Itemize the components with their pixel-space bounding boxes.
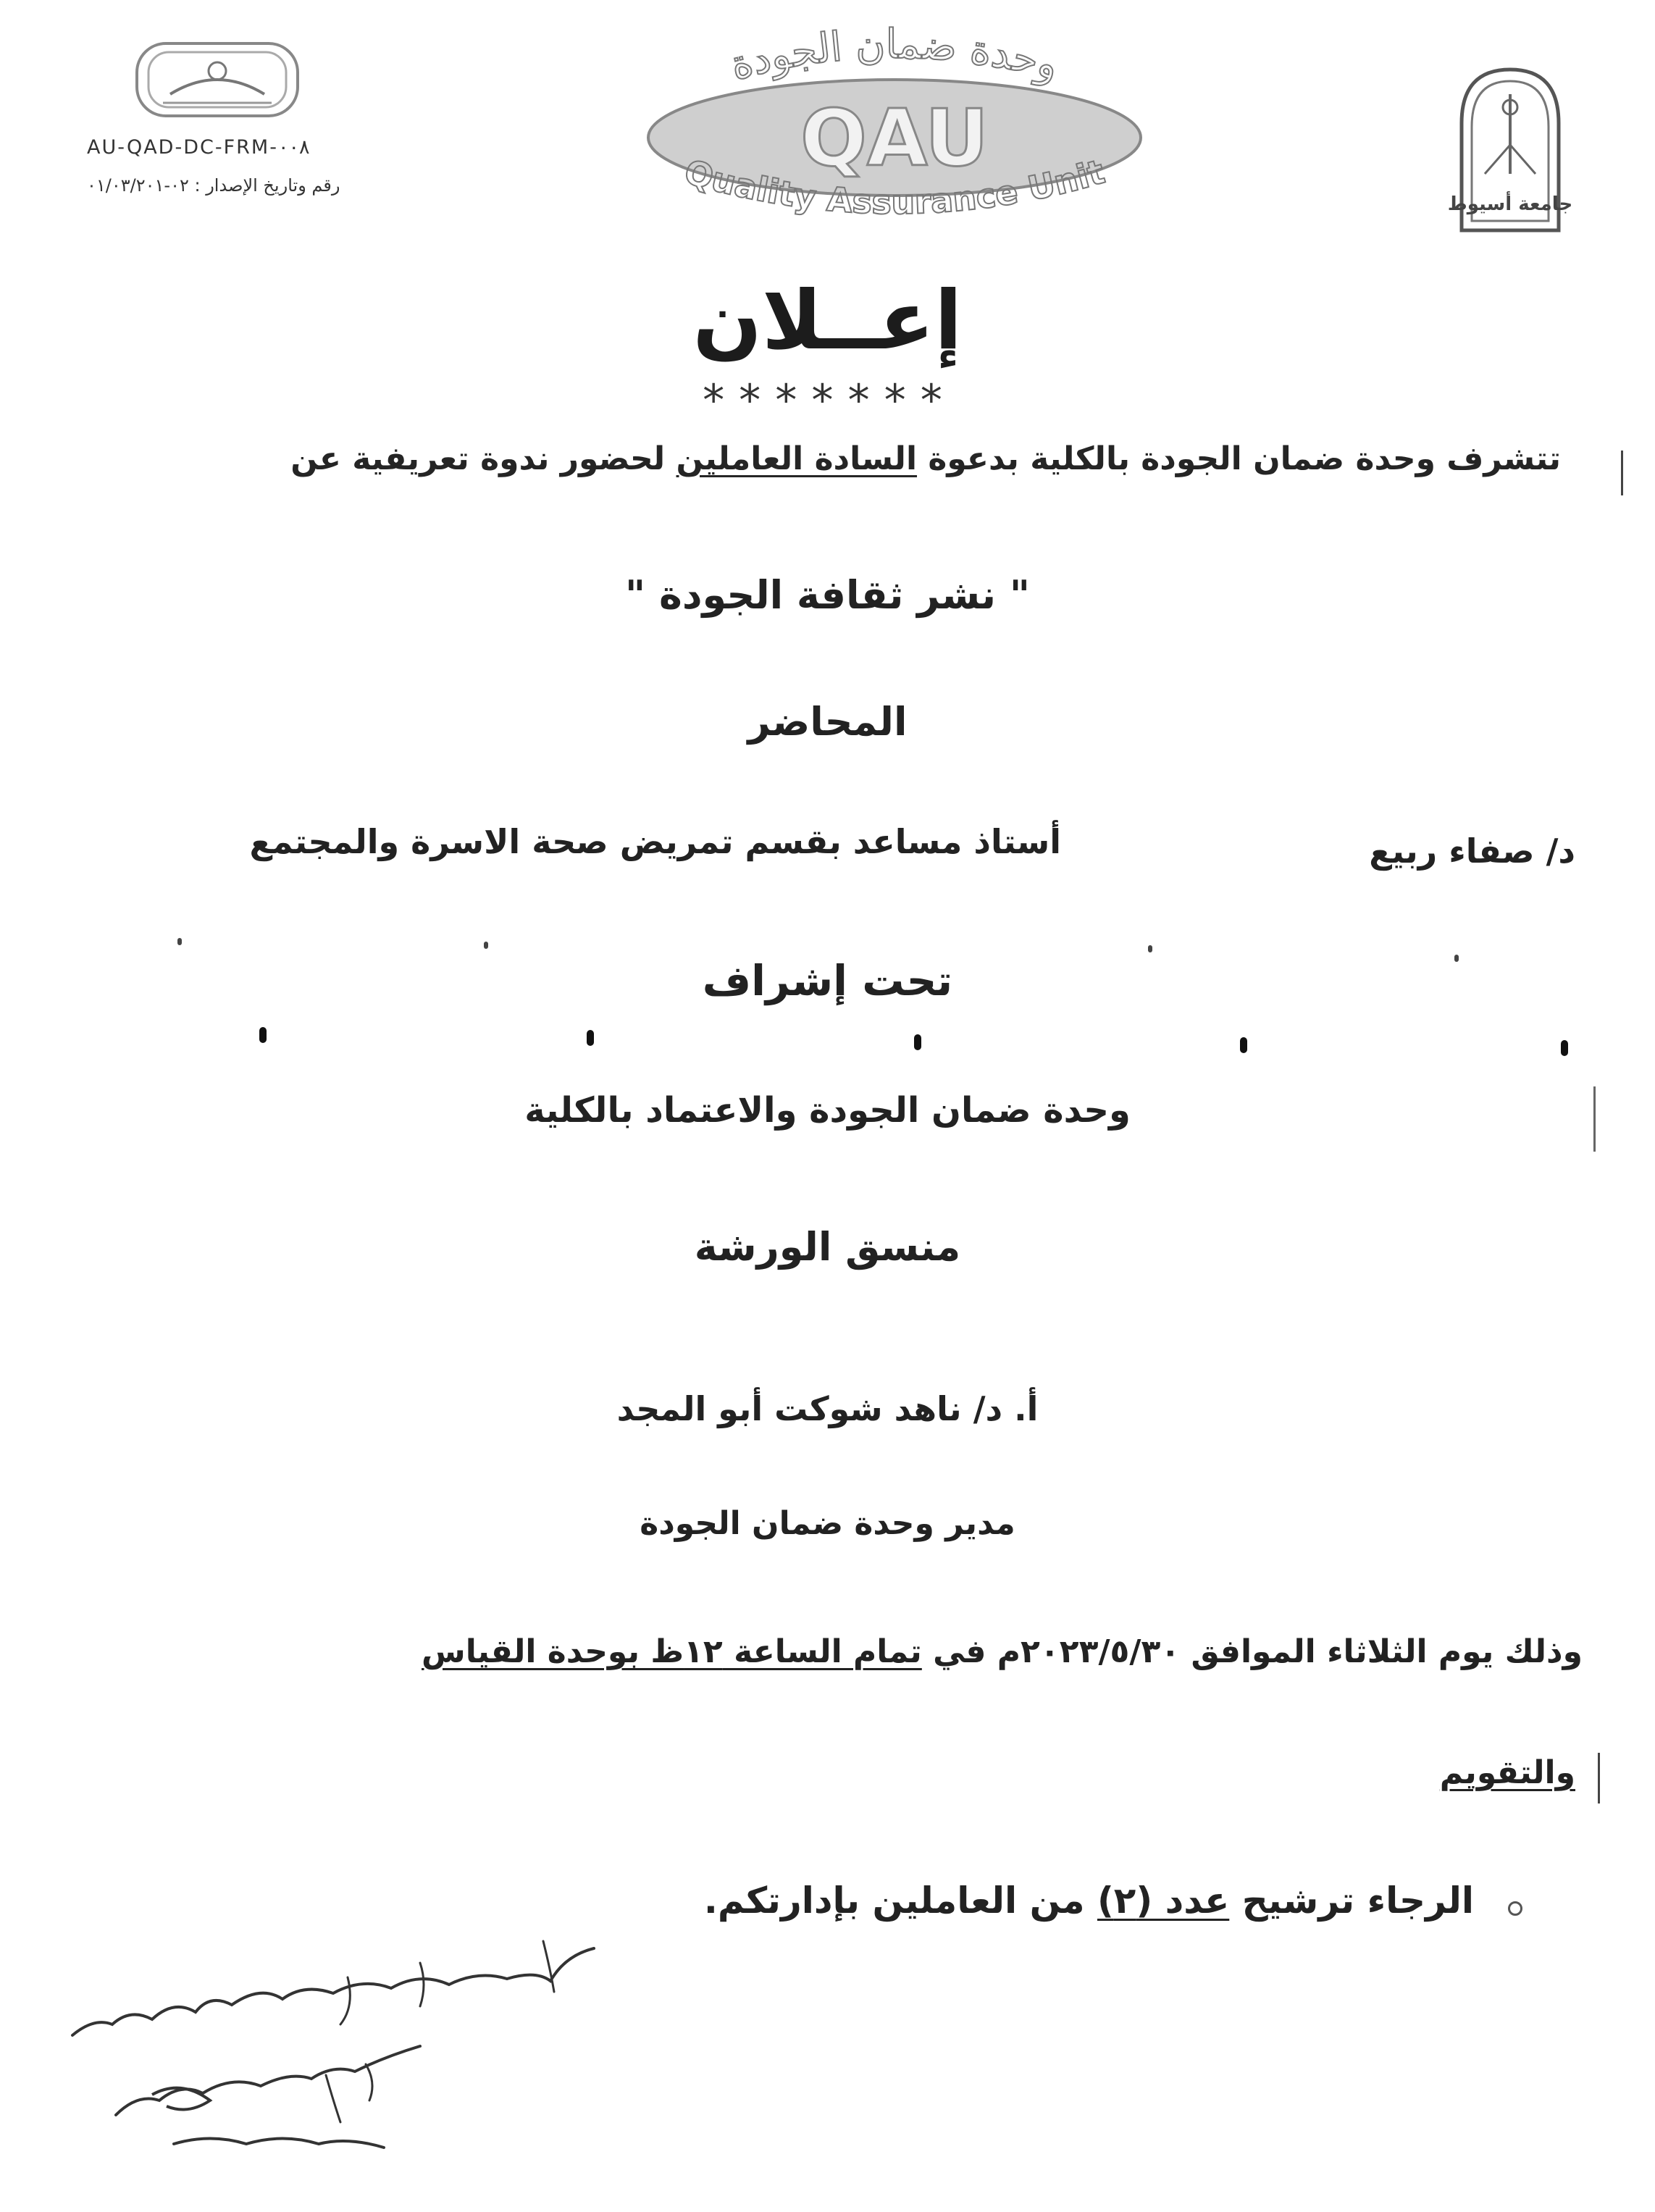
note-underlined: عدد (٢) bbox=[1097, 1880, 1230, 1922]
lecturer-name: د/ صفاء ربيع bbox=[1369, 831, 1575, 871]
logo-english-text: Quality Assurance Unit bbox=[680, 151, 1109, 222]
schedule-text-before: وذلك يوم الثلاثاء الموافق bbox=[1180, 1633, 1583, 1670]
intro-text-before: تتشرف وحدة ضمان الجودة بالكلية بدعوة bbox=[917, 440, 1561, 477]
speck bbox=[1561, 1040, 1568, 1056]
speck bbox=[177, 938, 182, 945]
schedule-text-mid: في bbox=[921, 1633, 997, 1670]
intro-paragraph bbox=[185, 440, 1561, 477]
coordinator-role: مدير وحدة ضمان الجودة bbox=[640, 1505, 1015, 1542]
speck bbox=[1240, 1037, 1247, 1053]
schedule-date: ٢٠٢٣/٥/٣٠م bbox=[997, 1633, 1181, 1670]
issue-number-date bbox=[87, 175, 435, 196]
issue-value: ٠٢-٠١/٠٣/٢٠١ bbox=[87, 175, 189, 196]
margin-bar bbox=[1621, 451, 1623, 495]
speck bbox=[259, 1027, 267, 1043]
form-code: AU-QAD-DC-FRM-٠٠٨ bbox=[87, 136, 310, 159]
topic-title: " نشر ثقافة الجودة " bbox=[625, 572, 1030, 618]
lecturer-title: أستاذ مساعد بقسم تمريض صحة الاسرة والمجتمع bbox=[249, 822, 1061, 861]
logo-arabic-text: وحدة ضمان الجودة bbox=[725, 22, 1064, 90]
schedule-underlined: تمام الساعة ١٢ظ بوحدة القياس bbox=[422, 1633, 922, 1670]
coordinator-name: أ. د/ ناهد شوكت أبو المجد bbox=[616, 1389, 1039, 1428]
supervision-heading: تحت إشراف bbox=[702, 956, 953, 1005]
stars-divider: ******* bbox=[700, 375, 955, 426]
nomination-note bbox=[704, 1880, 1474, 1922]
speck bbox=[587, 1030, 594, 1046]
issue-label: رقم وتاريخ الإصدار : bbox=[194, 175, 340, 196]
margin-bar bbox=[1598, 1753, 1600, 1803]
bullet-icon bbox=[1508, 1901, 1522, 1916]
intro-text-after: لحضور ندوة تعريفية عن bbox=[290, 440, 676, 477]
speck bbox=[914, 1034, 921, 1050]
note-text-before: الرجاء ترشيح bbox=[1229, 1880, 1474, 1922]
lecturer-heading: المحاضر bbox=[747, 699, 908, 745]
qau-logo bbox=[623, 22, 1166, 246]
handwritten-annotation bbox=[43, 1927, 594, 2166]
logo-acronym: QAU bbox=[800, 93, 989, 184]
schedule-line bbox=[422, 1633, 1583, 1670]
coordinator-heading: منسق الورشة bbox=[694, 1224, 961, 1270]
note-text-after: من العاملين بإدارتكم. bbox=[703, 1880, 1097, 1922]
speck bbox=[1148, 945, 1152, 952]
announcement-title: إعــلان bbox=[692, 274, 963, 368]
speck bbox=[484, 942, 488, 949]
intro-underlined: السادة العاملين bbox=[676, 440, 918, 477]
closing-text: والتقويم bbox=[1439, 1754, 1575, 1791]
university-seal-icon bbox=[1447, 65, 1573, 235]
seal-text: جامعة أسيوط bbox=[1447, 193, 1573, 215]
faculty-emblem-icon bbox=[134, 36, 301, 123]
supervision-value: وحدة ضمان الجودة والاعتماد بالكلية bbox=[524, 1090, 1131, 1131]
